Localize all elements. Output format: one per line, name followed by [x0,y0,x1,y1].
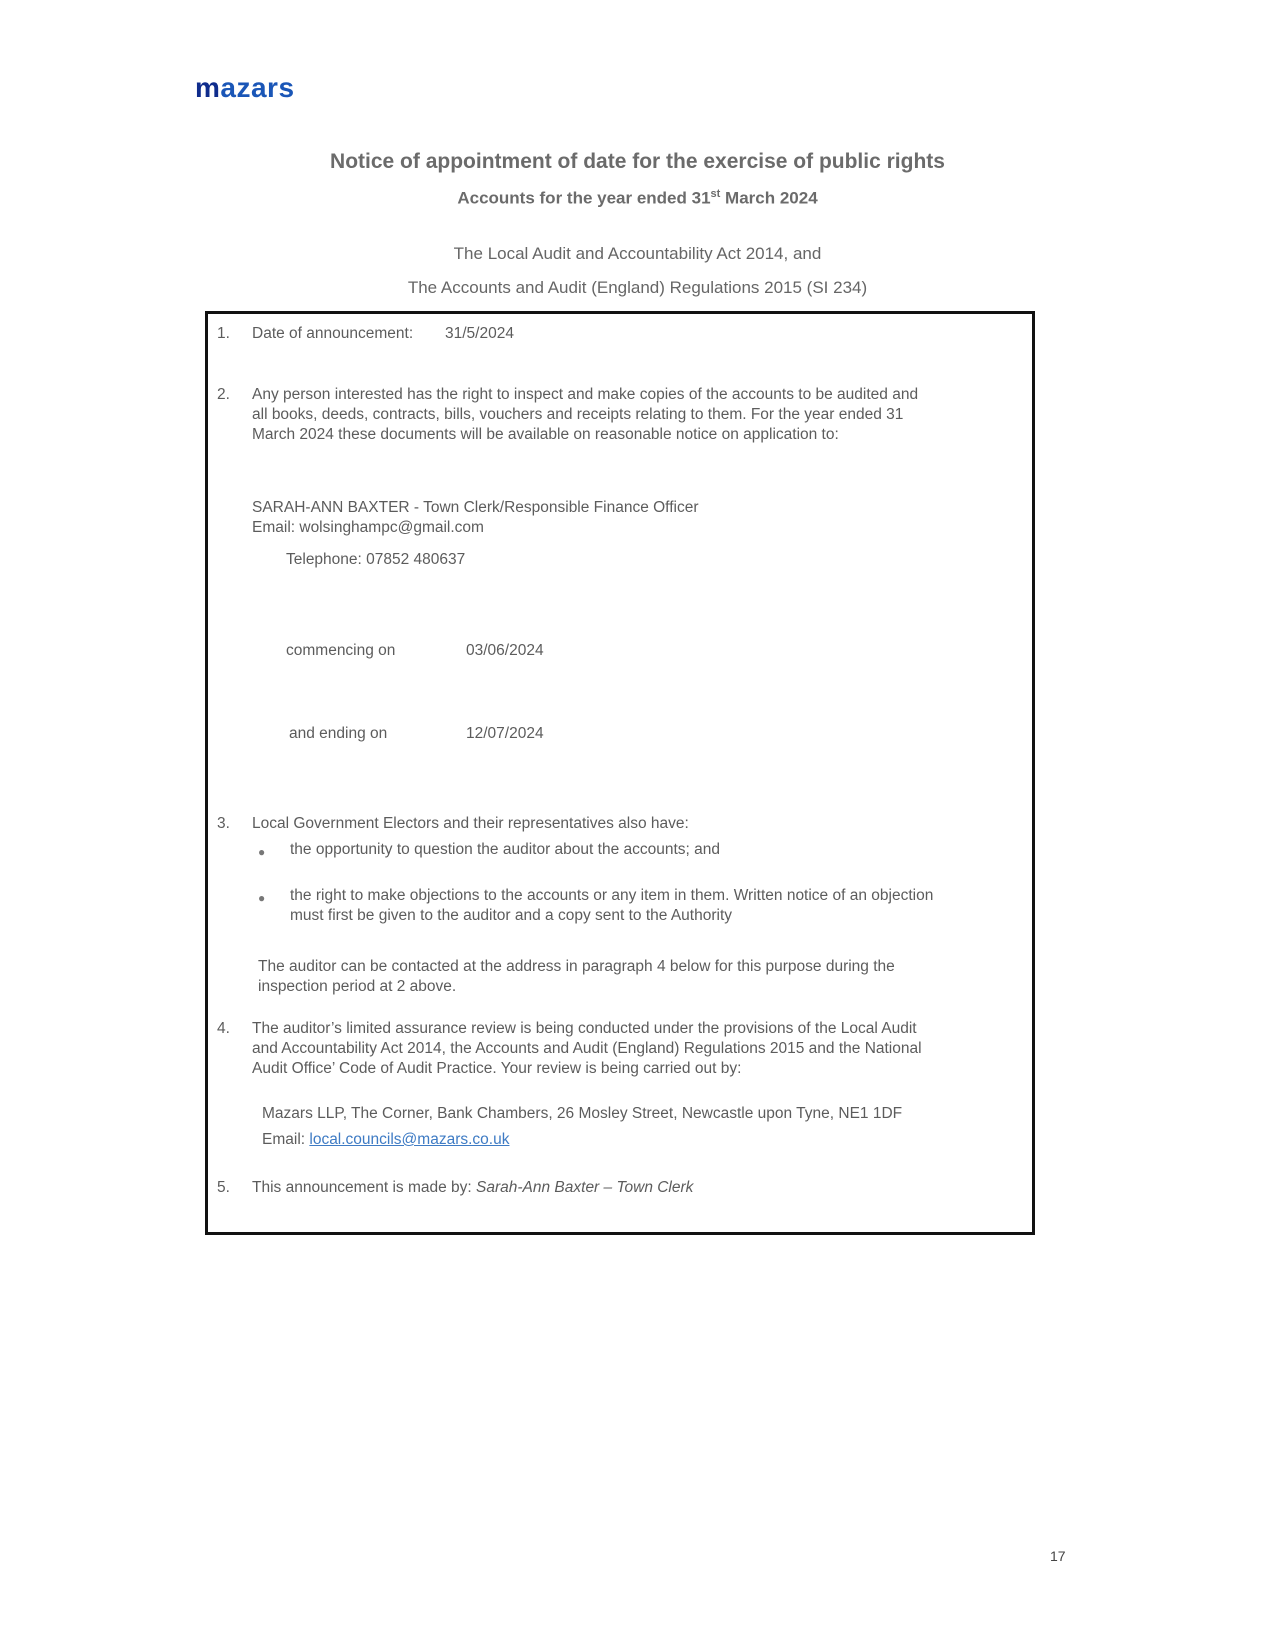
bullet-icon: ● [258,845,266,859]
item-5-text: This announcement is made by: Sarah-Ann Baxter – Town Clerk [252,1179,694,1196]
notice-box [205,311,1035,1235]
announcement-date-value: 31/5/2024 [445,325,514,342]
item-3-intro: Local Government Electors and their representatives also have: [252,815,689,832]
item-4-line-2: and Accountability Act 2014, the Accounts and Audit (England) Regulations 2015 and the National [252,1040,922,1057]
item-3-note-line-1: The auditor can be contacted at the address in paragraph 4 below for this purpose during the [258,958,895,975]
item-3-bullet-2-line-1: the right to make objections to the accounts or any item in them. Written notice of an objection [290,887,934,904]
auditor-address: Mazars LLP, The Corner, Bank Chambers, 26 Mosley Street, Newcastle upon Tyne, NE1 1DF [262,1105,903,1122]
item-2-number: 2. [217,386,230,403]
announcer-name: Sarah-Ann Baxter – Town Clerk [476,1179,694,1196]
item-3-bullet-1: the opportunity to question the auditor about the accounts; and [290,841,721,858]
act-line-2: The Accounts and Audit (England) Regulations 2015 (SI 234) [407,278,868,297]
bullet-icon: ● [258,891,266,905]
item-4-line-1: The auditor’s limited assurance review is being conducted under the provisions of the Local Audit [252,1020,917,1037]
commencing-label: commencing on [286,642,396,659]
item-4-line-3: Audit Office’ Code of Audit Practice. Your review is being carried out by: [252,1060,742,1077]
item-2-line-1: Any person interested has the right to inspect and make copies of the accounts to be audited and [252,386,919,403]
act-line-1: The Local Audit and Accountability Act 2014, and [453,244,822,263]
item-3-bullet-2-line-2: must first be given to the auditor and a copy sent to the Authority [290,907,733,924]
item-3-number: 3. [217,815,230,832]
item-4-number: 4. [217,1020,230,1037]
contact-email: Email: wolsinghampc@gmail.com [252,519,484,536]
auditor-email-link[interactable]: local.councils@mazars.co.uk [309,1131,510,1148]
item-1-number: 1. [217,325,230,342]
item-3-note-line-2: inspection period at 2 above. [258,978,457,995]
page-title: Notice of appointment of date for the exercise of public rights [330,150,945,173]
commencing-date: 03/06/2024 [466,642,544,659]
mazars-logo: mazars [195,72,295,103]
announcement-date-label: Date of announcement: [252,325,414,342]
auditor-email-line: Email: local.councils@mazars.co.uk [262,1131,510,1148]
page-subtitle: Accounts for the year ended 31st March 2024 [457,188,818,208]
ending-date: 12/07/2024 [466,725,544,742]
item-2-line-3: March 2024 these documents will be available on reasonable notice on application to: [252,426,839,443]
page-number: 17 [1050,1548,1066,1564]
item-5-number: 5. [217,1179,230,1196]
contact-name: SARAH-ANN BAXTER - Town Clerk/Responsible Finance Officer [252,499,699,516]
item-2-line-2: all books, deeds, contracts, bills, vouchers and receipts relating to them. For the year ended 31 [252,406,904,423]
contact-phone: Telephone: 07852 480637 [286,551,466,568]
ending-label: and ending on [289,725,388,742]
